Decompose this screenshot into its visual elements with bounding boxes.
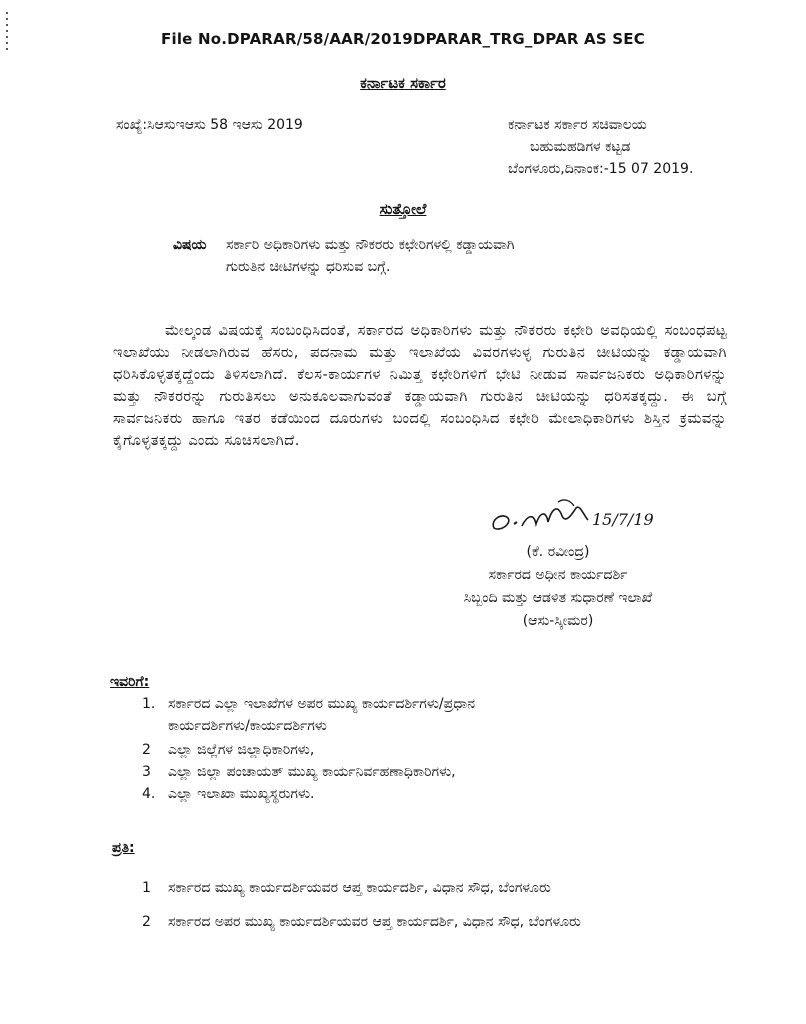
recipient-item: ಎಲ್ಲಾ ಜಿಲ್ಲಾ ಪಂಚಾಯತ್ ಮುಖ್ಯ ಕಾರ್ಯನಿರ್ವಹಣಾಧಿಕಾರಿಗಳು, [168,764,456,780]
signatory-department: ಸಿಬ್ಬಂದಿ ಮತ್ತು ಆಡಳಿತ ಸುಧಾರಣೆ ಇಲಾಖೆ [463,590,653,606]
circular-title: ಸುತ್ತೋಲೆ [379,200,427,218]
copies-heading: ಪ್ರತಿ: [112,840,135,856]
recipient-item-continued: ಕಾರ್ಯದರ್ಶಿಗಳು/ಕಾರ್ಯದರ್ಶಿಗಳು [168,718,327,734]
recipient-item: ಸರ್ಕಾರದ ಎಲ್ಲಾ ಇಲಾಖೆಗಳ ಅಪರ ಮುಖ್ಯ ಕಾರ್ಯದರ್ಶಿಗಳು/ಪ್ರಧಾನ [168,696,475,712]
reference-number: ಸಂಖ್ಯೆ:ಸಿಆಸುಇಆಸು 58 ಇಆಸು 2019 [116,117,303,133]
signature-date: 15/7/19 [592,510,654,529]
signatory-designation: ಸರ್ಕಾರದ ಅಧೀನ ಕಾರ್ಯದರ್ಶಿ [488,567,628,583]
copy-number: 1 [142,880,151,896]
file-number: File No.DPARAR/58/AAR/2019DPARAR_TRG_DPAR AS SEC [161,30,645,48]
signatory-section: (ಆಸು-ಸ್ಕೀಮರ) [522,613,594,629]
subject-label: ವಿಷಯ [173,237,207,253]
address-line-3-date: ಬೆಂಗಳೂರು,ದಿನಾಂಕ:-15 07 2019. [508,161,694,177]
copy-number: 2 [142,914,151,930]
signatory-name: (ಕೆ. ರವೀಂದ್ರ) [526,544,590,560]
address-line-1: ಕರ್ನಾಟಕ ಸರ್ಕಾರ ಸಚಿವಾಲಯ [508,117,647,133]
recipient-number: 2 [142,742,151,758]
subject-line-2: ಗುರುತಿನ ಚೀಟಿಗಳನ್ನು ಧರಿಸುವ ಬಗ್ಗೆ. [226,259,391,275]
copy-item: ಸರ್ಕಾರದ ಮುಖ್ಯ ಕಾರ್ಯದರ್ಶಿಯವರ ಆಪ್ತ ಕಾರ್ಯದರ್ಶಿ, ವಿಧಾನ ಸೌಧ, ಬೆಂಗಳೂರು [168,880,551,896]
recipients-heading: ಇವರಿಗೆ: [110,674,150,690]
signature-scribble [488,494,598,540]
copy-item: ಸರ್ಕಾರದ ಅಪರ ಮುಖ್ಯ ಕಾರ್ಯದರ್ಶಿಯವರ ಆಪ್ತ ಕಾರ್ಯದರ್ಶಿ, ವಿಧಾನ ಸೌಧ, ಬೆಂಗಳೂರು [168,914,581,930]
recipient-number: 1. [142,696,156,712]
recipient-item: ಎಲ್ಲಾ ಇಲಾಖಾ ಮುಖ್ಯಸ್ಥರುಗಳು. [168,786,315,802]
recipient-number: 3 [142,764,151,780]
address-line-2: ಬಹುಮಹಡಿಗಳ ಕಟ್ಟಡ [530,139,631,155]
circular-body: ಮೇಲ್ಕಂಡ ವಿಷಯಕ್ಕೆ ಸಂಬಂಧಿಸಿದಂತೆ, ಸರ್ಕಾರದ ಅಧಿಕಾರಿಗಳು ಮತ್ತು ನೌಕರರು ಕಛೇರಿ ಅವಧಿಯಲ್ಲಿ ಸಂಬಂಧಪಟ್ಟ ಇಲಾಖೆಯು ನೀಡಲಾಗಿರುವ ಹೆಸರು, ಪದನಾಮ ಮತ್ತು ಇಲಾಖೆಯ ವಿವರಗಳುಳ್ಳ ಗುರುತಿನ ಚೀಟಿಯನ್ನು ಕಡ್ಡಾಯವಾಗಿ ಧರಿಸಿಕೊಳ್ಳತಕ್ಕದ್ದೆಂದು ತಿಳಿಸಲಾಗಿದೆ. ಕೆಲಸ-ಕಾರ್ಯಗಳ ನಿಮಿತ್ತ ಕಛೇರಿಗಳಿಗೆ ಭೇಟಿ ನೀಡುವ ಸಾರ್ವಜನಿಕರು ಅಧಿಕಾರಿಗಳನ್ನು ಮತ್ತು ನೌಕರರನ್ನು ಗುರುತಿಸಲು ಅನುಕೂಲವಾಗುವಂತೆ ಕಡ್ಡಾಯವಾಗಿ ಗುರುತಿನ ಚೀಟಿಯನ್ನು ಧರಿಸತಕ್ಕದ್ದು. ಈ ಬಗ್ಗೆ ಸಾರ್ವಜನಿಕರು ಹಾಗೂ ಇತರ ಕಡೆಯಿಂದ ದೂರುಗಳು ಬಂದಲ್ಲಿ ಸಂಬಂಧಿಸಿದ ಕಛೇರಿ ಮೇಲಾಧಿಕಾರಿಗಳು ಶಿಸ್ತಿನ ಕ್ರಮವನ್ನು ಕೈಗೊಳ್ಳತಕ್ಕದ್ದು ಎಂದು ಸೂಚಿಸಲಾಗಿದೆ. [113,322,727,449]
recipient-item: ಎಲ್ಲಾ ಜಿಲ್ಲೆಗಳ ಜಿಲ್ಲಾಧಿಕಾರಿಗಳು, [168,742,315,758]
government-heading: ಕರ್ನಾಟಕ ಸರ್ಕಾರ [360,74,446,92]
subject-line-1: ಸರ್ಕಾರಿ ಅಧಿಕಾರಿಗಳು ಮತ್ತು ನೌಕರರು ಕಛೇರಿಗಳಲ್ಲಿ ಕಡ್ಡಾಯವಾಗಿ [226,237,515,253]
recipient-number: 4. [142,786,156,802]
